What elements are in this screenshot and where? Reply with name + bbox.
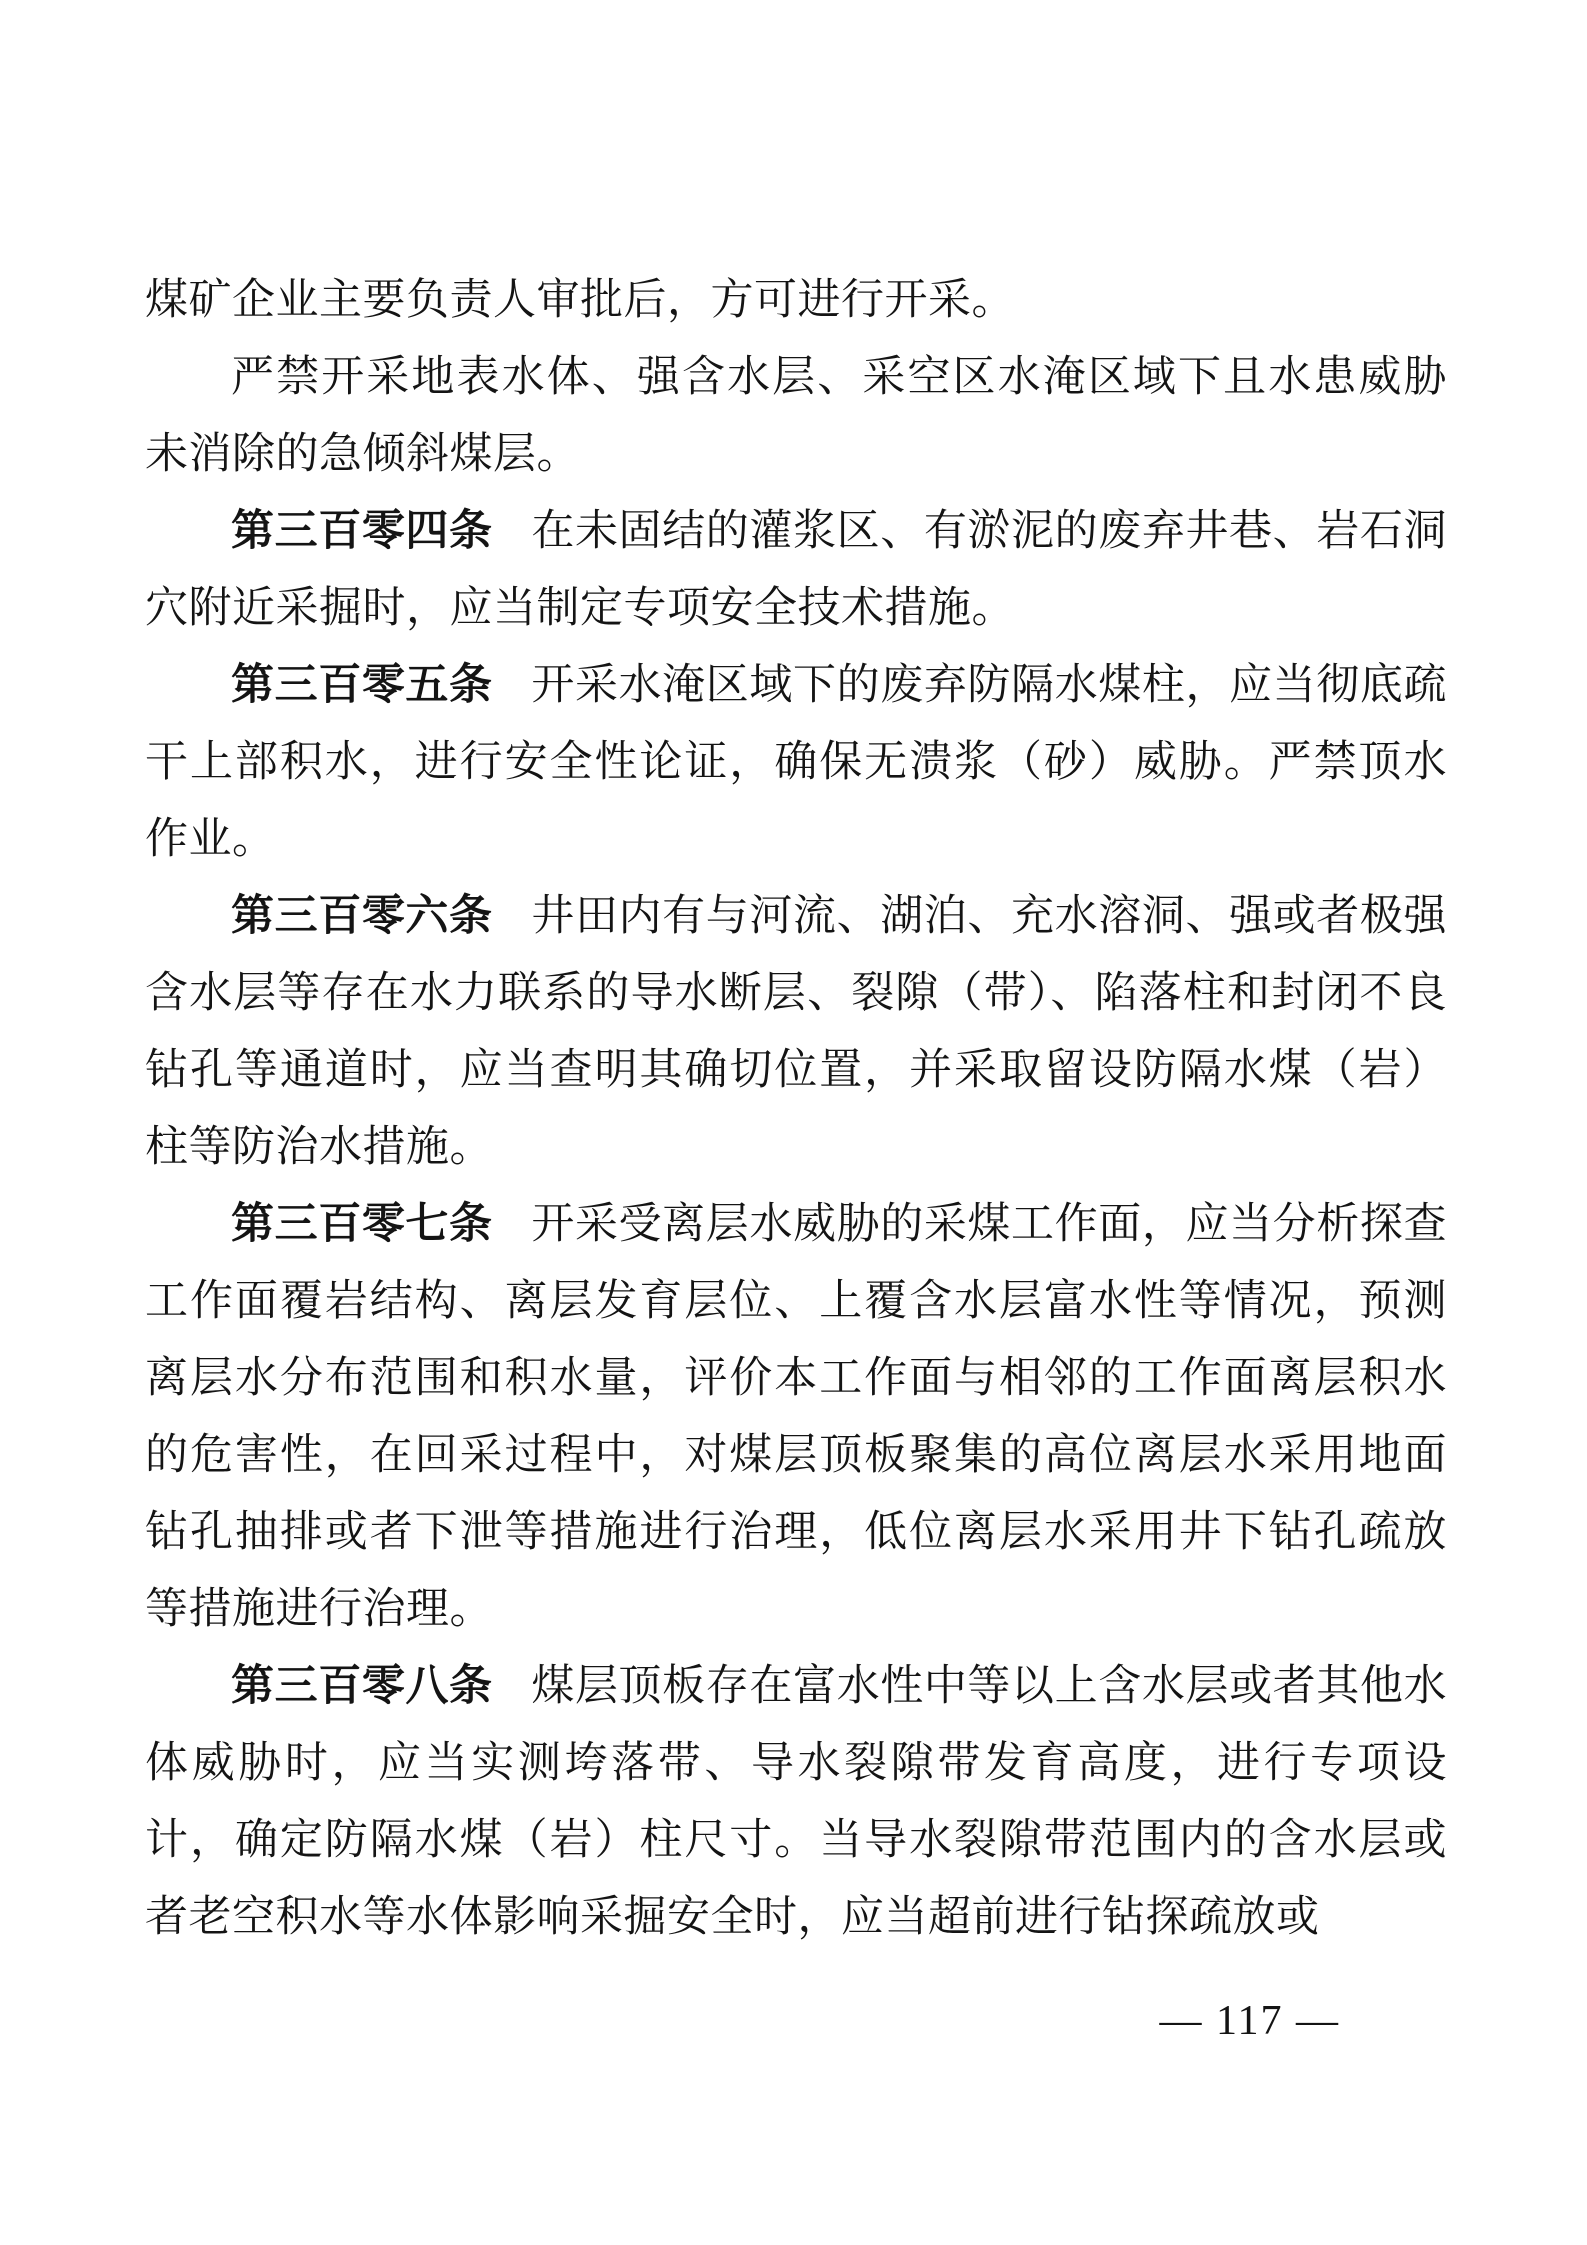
paragraph-text: 井田内有与河流、湖泊、充水溶洞、强或者极强含水层等存在水力联系的导水断层、裂隙（带）、陷落柱和封闭不良钻孔等通道时，应当查明其确切位置，并采取留设防隔水煤（岩）柱等防治水措施。 (145, 893, 1448, 1171)
paragraph (145, 339, 1447, 493)
paragraph-text: 在未固结的灌浆区、有淤泥的废弃井巷、岩石洞穴附近采掘时，应当制定专项安全技术措施。 (145, 508, 1448, 632)
paragraph-article-305 (145, 647, 1447, 878)
paragraph-text: 煤层顶板存在富水性中等以上含水层或者其他水体威胁时，应当实测垮落带、导水裂隙带发育高度，进行专项设计，确定防隔水煤（岩）柱尺寸。当导水裂隙带范围内的含水层或者老空积水等水体影响采掘安全时，应当超前进行钻探疏放或 (145, 1663, 1448, 1941)
paragraph-text: 煤矿企业主要负责人审批后，方可进行开采。 (145, 277, 1015, 324)
paragraph-article-308 (145, 1648, 1447, 1956)
article-number: 第三百零八条 (231, 1661, 493, 1711)
article-number: 第三百零五条 (231, 660, 493, 710)
paragraph (145, 262, 1447, 339)
paragraph-text: 开采水淹区域下的废弃防隔水煤柱，应当彻底疏干上部积水，进行安全性论证，确保无溃浆（砂）威胁。严禁顶水作业。 (145, 662, 1448, 863)
paragraph-article-306 (145, 878, 1447, 1186)
article-number: 第三百零七条 (231, 1199, 493, 1249)
paragraph-text: 开采受离层水威胁的采煤工作面，应当分析探查工作面覆岩结构、离层发育层位、上覆含水层富水性等情况，预测离层水分布范围和积水量，评价本工作面与相邻的工作面离层积水的危害性，在回采过程中，对煤层顶板聚集的高位离层水采用地面钻孔抽排或者下泄等措施进行治理，低位离层水采用井下钻孔疏放等措施进行治理。 (145, 1201, 1448, 1633)
article-number: 第三百零六条 (231, 891, 493, 941)
page-number: — 117 — (1159, 1998, 1340, 2044)
paragraph-text: 严禁开采地表水体、强含水层、采空区水淹区域下且水患威胁未消除的急倾斜煤层。 (145, 354, 1447, 478)
paragraph-article-304 (145, 493, 1447, 647)
article-number: 第三百零四条 (231, 506, 493, 556)
paragraph-article-307 (145, 1186, 1447, 1648)
